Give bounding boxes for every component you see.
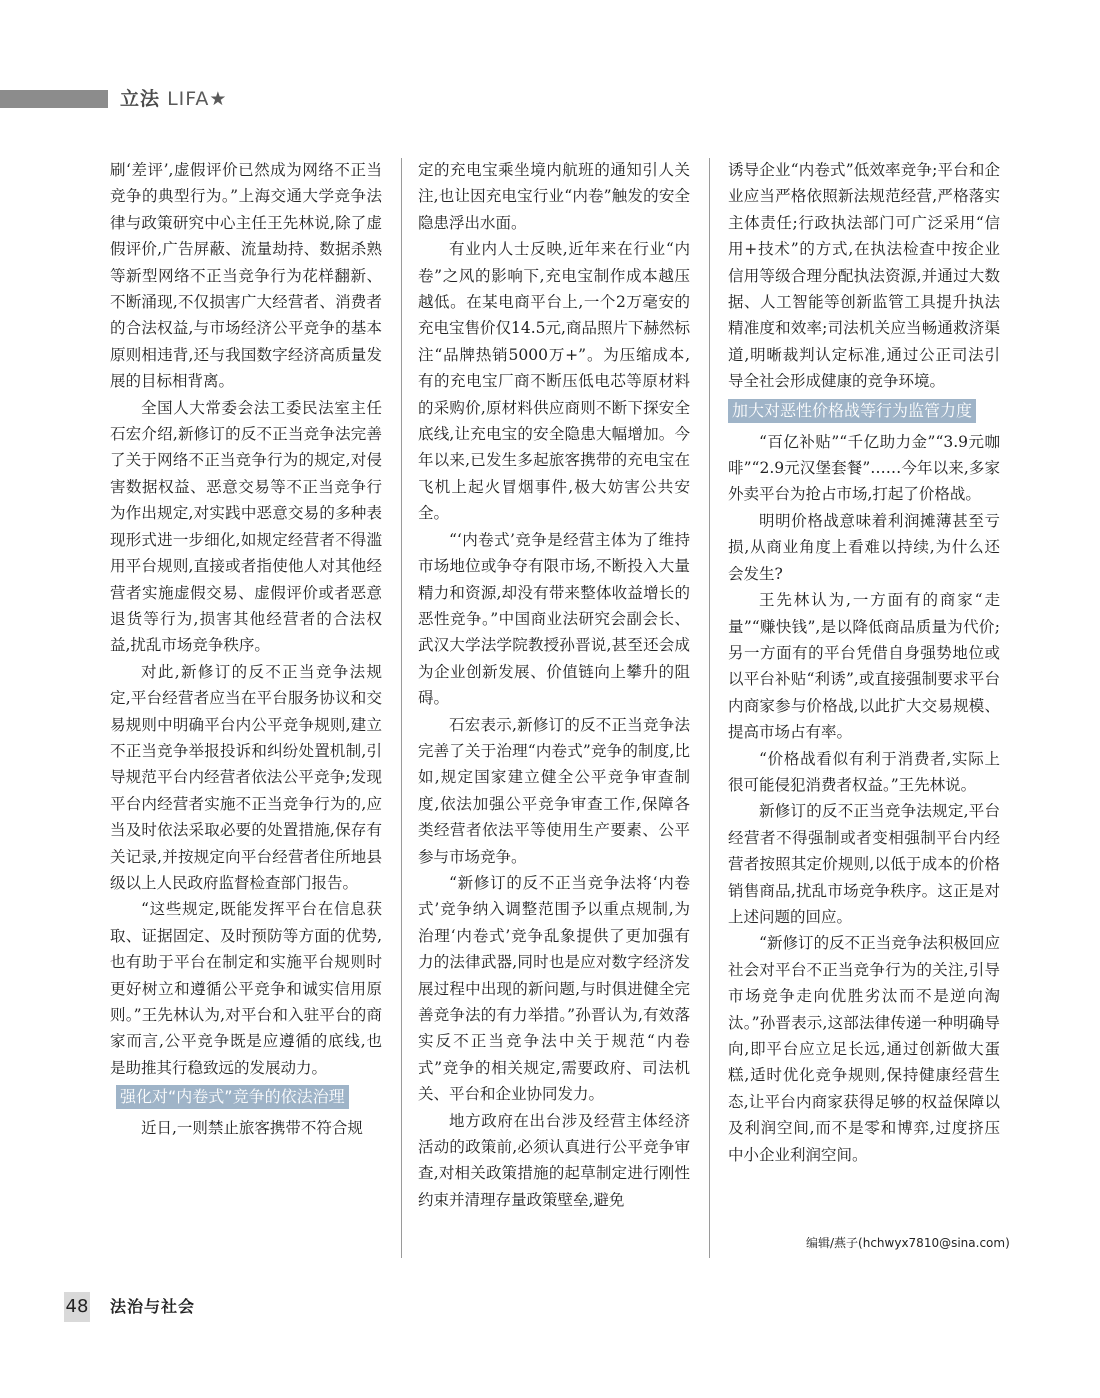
subheading: 加大对恶性价格战等行为监管力度 bbox=[728, 399, 976, 423]
paragraph: 新修订的反不正当竞争法规定,平台经营者不得强制或者变相强制平台内经营者按照其定价规则,以低于成本的价格销售商品,扰乱市场竞争秩序。这正是对上述问题的回应。 bbox=[728, 802, 1000, 926]
paragraph: 全国人大常委会法工委民法室主任石宏介绍,新修订的反不正当竞争法完善了关于网络不正当竞争行为的规定,对侵害数据权益、恶意交易等不正当竞争行为作出规定,对实践中恶意交易的多种表现形式进一步细化,如规定经营者不得滥用平台规则,直接或者指使他人对其他经营者实施虚假交易、虚假评价或者恶意退货等行为,损害其他经营者的合法权益,扰乱市场竞争秩序。 bbox=[110, 398, 382, 655]
paragraph: 刷‘差评’,虚假评价已然成为网络不正当竞争的典型行为。”上海交通大学竞争法律与政策研究中心主任王先林说,除了虚假评价,广告屏蔽、流量劫持、数据杀熟等新型网络不正当竞争行为花样翻新、不断涌现,不仅损害广大经营者、消费者的合法权益,与市场经济公平竞争的基本原则相违背,还与我国数字经济高质量发展的目标相背离。 bbox=[110, 161, 382, 391]
paragraph: 近日,一则禁止旅客携带不符合规 bbox=[141, 1119, 363, 1138]
section-header bbox=[120, 86, 227, 112]
paragraph: 有业内人士反映,近年来在行业“内卷”之风的影响下,充电宝制作成本越压越低。在某电商平台上,一个2万毫安的充电宝售价仅14.5元,商品照片下赫然标注“品牌热销5000万+”。为压缩成本,有的充电宝厂商不断压低电芯等原材料的采购价,原材料供应商则不断下探安全底线,让充电宝的安全隐患大幅增加。今年以来,已发生多起旅客携带的充电宝在飞机上起火冒烟事件,极大妨害公共安全。 bbox=[418, 240, 690, 523]
header-bar bbox=[0, 90, 108, 108]
paragraph: “价格战看似有利于消费者,实际上很可能侵犯消费者权益。”王先林说。 bbox=[728, 749, 1000, 794]
paragraph: 石宏表示,新修订的反不正当竞争法完善了关于治理“内卷式”竞争的制度,比如,规定国家建立健全公平竞争审查制度,依法加强公平竞争审查工作,保障各类经营者依法平等使用生产要素、公平参与市场竞争。 bbox=[418, 715, 690, 866]
magazine-name: 法治与社会 bbox=[110, 1297, 196, 1316]
paragraph: 定的充电宝乘坐境内航班的通知引人关注,也让因充电宝行业“内卷”触发的安全隐患浮出水面。 bbox=[418, 161, 690, 232]
paragraph: “新修订的反不正当竞争法将‘内卷式’竞争纳入调整范围予以重点规制,为治理‘内卷式’竞争乱象提供了更加强有力的法律武器,同时也是应对数字经济发展过程中出现的新问题,与时俱进健全完善竞争法的有力举措。”孙晋认为,有效落实反不正当竞争法中关于规范“内卷式”竞争的相关规定,需要政府、司法机关、平台和企业协同发力。 bbox=[418, 873, 690, 1104]
paragraph: 诱导企业“内卷式”低效率竞争;平台和企业应当严格依照新法规范经营,严格落实主体责任;行政执法部门可广泛采用“信用+技术”的方式,在执法检查中按企业信用等级合理分配执法资源,并通过大数据、人工智能等创新监管工具提升执法精准度和效率;司法机关应当畅通救济渠道,明晰裁判认定标准,通过公正司法引导全社会形成健康的竞争环境。 bbox=[728, 161, 1000, 391]
subheading: 强化对“内卷式”竞争的依法治理 bbox=[116, 1085, 349, 1109]
paragraph: 明明价格战意味着利润摊薄甚至亏损,从商业角度上看难以持续,为什么还会发生? bbox=[728, 511, 1000, 583]
paragraph: “新修订的反不正当竞争法积极回应社会对平台不正当竞争行为的关注,引导市场竞争走向优胜劣汰而不是逆向淘汰。”孙晋表示,这部法律传递一种明确导向,即平台应立足长远,通过创新做大蛋糕,适时优化竞争规则,保持健康经营生态,让平台内商家获得足够的权益保障以及利润空间,而不是零和博弈,过度挤压中小企业利润空间。 bbox=[728, 934, 1000, 1164]
column-1 bbox=[110, 157, 382, 1142]
paragraph: “百亿补贴”“千亿助力金”“3.9元咖啡”“2.9元汉堡套餐”……今年以来,多家外卖平台为抢占市场,打起了价格战。 bbox=[728, 432, 1000, 504]
column-divider bbox=[401, 158, 402, 1258]
paragraph: 地方政府在出台涉及经营主体经济活动的政策前,必须认真进行公平竞争审查,对相关政策措施的起草制定进行刚性约束并清理存量政策壁垒,避免 bbox=[418, 1111, 690, 1209]
paragraph: “这些规定,既能发挥平台在信息获取、证据固定、及时预防等方面的优势,也有助于平台在制定和实施平台规则时更好树立和遵循公平竞争和诚实信用原则。”王先林认为,对平台和入驻平台的商家而言,公平竞争既是应遵循的底线,也是助推其行稳致远的发展动力。 bbox=[110, 900, 382, 1077]
page-number: 48 bbox=[64, 1292, 90, 1322]
section-title-cn: 立法 bbox=[120, 88, 161, 110]
paragraph: 对此,新修订的反不正当竞争法规定,平台经营者应当在平台服务协议和交易规则中明确平台内公平竞争规则,建立不正当竞争举报投诉和纠纷处置机制,引导规范平台内经营者依法公平竞争;发现平台内经营者实施不正当竞争行为的,应当及时依法采取必要的处置措施,保存有关记录,并按规定向平台经营者住所地县级以上人民政府监督检查部门报告。 bbox=[110, 662, 382, 892]
editor-credit: 编辑/燕子(hchwyx7810@sina.com) bbox=[806, 1236, 1010, 1250]
paragraph: 王先林认为,一方面有的商家“走量”“赚快钱”,是以降低商品质量为代价;另一方面有的平台凭借自身强势地位或以平台补贴“利诱”,或直接强制要求平台内商家参与价格战,以此扩大交易规模、提高市场占有率。 bbox=[728, 591, 1000, 742]
paragraph: “‘内卷式’竞争是经营主体为了维持市场地位或争夺有限市场,不断投入大量精力和资源,却没有带来整体收益增长的恶性竞争。”中国商业法研究会副会长、武汉大学法学院教授孙晋说,甚至还会成为企业创新发展、价值链向上攀升的阻碍。 bbox=[418, 530, 690, 708]
column-divider bbox=[709, 158, 710, 1258]
column-3 bbox=[728, 157, 1000, 1168]
section-title-en: LIFA★ bbox=[167, 88, 228, 110]
column-2 bbox=[418, 157, 690, 1213]
